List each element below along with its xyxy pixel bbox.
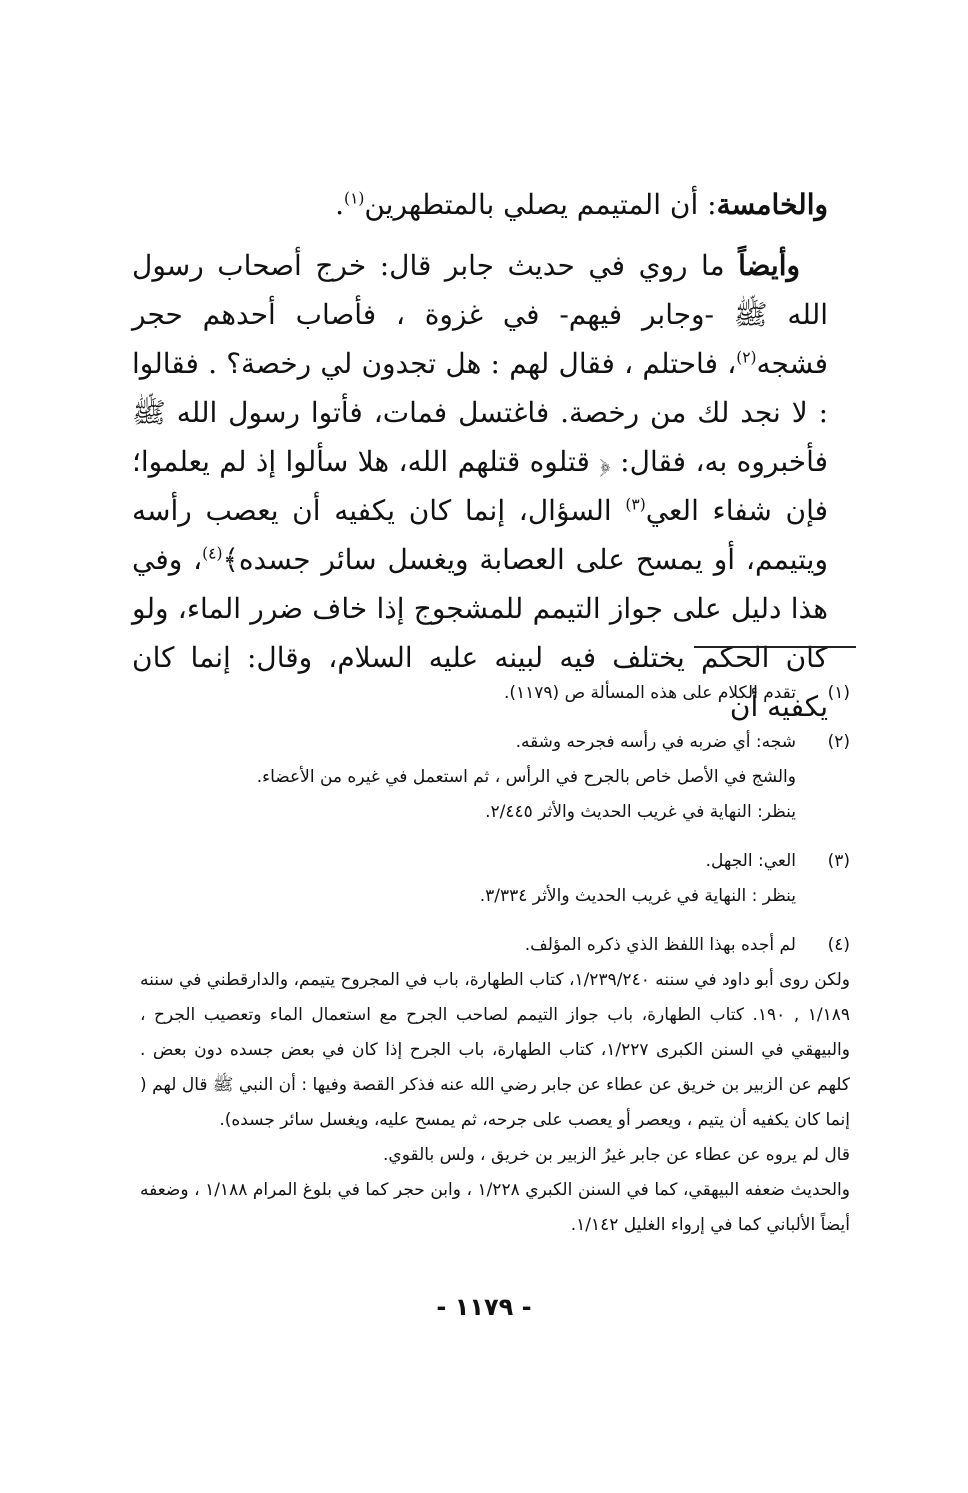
footnote-text: قال لم يروه عن عطاء عن جابر غيرُ الزبير بن خريق ، ولس بالقوي. <box>383 1145 850 1165</box>
footnote-text: العي: الجهل. <box>705 851 796 871</box>
footnote-number: (٢) <box>827 732 850 752</box>
footnote-source: ينظر : النهاية في غريب الحديث والأثر ٣/٣٣٤. <box>479 886 796 906</box>
paragraph-end: . <box>335 188 345 221</box>
paragraph-text: السؤال، إنما كان يكفيه أن يعصب رأسه ويتيمم، أو يمسح على العصابة ويغسل سائر جسده﴾ <box>132 494 828 576</box>
paragraph-text: ، فاحتلم ، فقال لهم : هل تجدون لي رخصة؟ . فقالوا : لا نجد لك من رخصة. فاغتسل فمات، فأتوا رسول الله ﷺ فأخبروه به، فقال: ﴿ قتلوه قتلهم الله، هلا سألوا إذ لم يعلموا؛ فإن شفاء العي <box>132 347 828 527</box>
lead-word: وأيضاً <box>738 249 800 282</box>
paragraph-text: ، وفي هذا دليل على جواز التيمم للمشجوج إذا خاف ضرر الماء، ولو كان الحكم يختلف فيه لبينه عليه السلام، وقال: إنما كان يكفيه أن <box>132 543 828 723</box>
footnote-ref-3[interactable]: (٣) <box>625 495 646 514</box>
footnote-text: والشج في الأصل خاص بالجرح في الرأس ، ثم استعمل في غيره من الأعضاء. <box>256 767 796 787</box>
paragraph-text: : أن المتيمم يصلي بالمتطهرين <box>364 188 717 221</box>
footnote-ref-4[interactable]: (٤) <box>202 544 223 563</box>
footnote-number: (١) <box>827 683 850 703</box>
footnote-3 <box>140 844 850 914</box>
footnote-text: والحديث ضعفه البيهقي، كما في السنن الكبري ١/٢٢٨ ، وابن حجر كما في بلوغ المرام ١/١٨٨ ، وضعفه أيضاً الألباني كما في إرواء الغليل ١/١٤٢. <box>140 1180 850 1235</box>
paragraph-hadith <box>132 241 828 731</box>
footnote-1 <box>140 676 850 711</box>
footnote-text: تقدم الكلام على هذه المسألة ص (١١٧٩). <box>503 683 796 703</box>
paragraph-text: ما روي في حديث جابر قال: خرج أصحاب رسول الله ﷺ -وجابر فيهم- في غزوة ، فأصاب أحدهم حجر فشجه <box>132 249 829 380</box>
main-text <box>132 180 828 731</box>
footnote-text: ولكن روى أبو داود في سننه ١/٢٣٩/٢٤٠، كتاب الطهارة، باب في المجروح يتيمم، والدارقطني في سننه ١/١٨٩ , ١٩٠. كتاب الطهارة، باب جواز التيمم لصاحب الجرح مع استعمال الماء وتعصيب الجرح ، والبيهقي في السنن الكبرى ١/٢٢٧، كتاب الطهارة، باب الجرح إذا كان في بعض جسده دون بعض . كلهم عن الزبير بن خريق عن عطاء عن جابر رضي الله عنه فذكر القصة وفيها : أن النبي ﷺ قال لهم ( إنما كان يكفيه أن يتيم ، ويعصر أو يعصب على جرحه، ثم يمسح عليه، ويغسل سائر جسده). <box>140 970 850 1130</box>
footnote-ref-2[interactable]: (٢) <box>736 348 757 367</box>
page-number: - ١١٧٩ - <box>436 1293 532 1321</box>
paragraph-fifth <box>132 180 828 229</box>
footnote-divider <box>694 646 856 648</box>
footnote-text: شجه: أي ضربه في رأسه فجرحه وشقه. <box>515 732 796 752</box>
footnote-number: (٤) <box>827 935 850 955</box>
footnote-source: ينظر: النهاية في غريب الحديث والأثر ٢/٤٤٥. <box>485 802 796 822</box>
footnotes <box>140 676 850 1257</box>
footnote-number: (٣) <box>827 851 850 871</box>
footnote-2 <box>140 725 850 830</box>
footnote-4 <box>140 928 850 1243</box>
lead-word: والخامسة <box>716 188 828 221</box>
footnote-ref-1[interactable]: (١) <box>344 189 365 208</box>
footnote-text: لم أجده بهذا اللفظ الذي ذكره المؤلف. <box>524 935 796 955</box>
